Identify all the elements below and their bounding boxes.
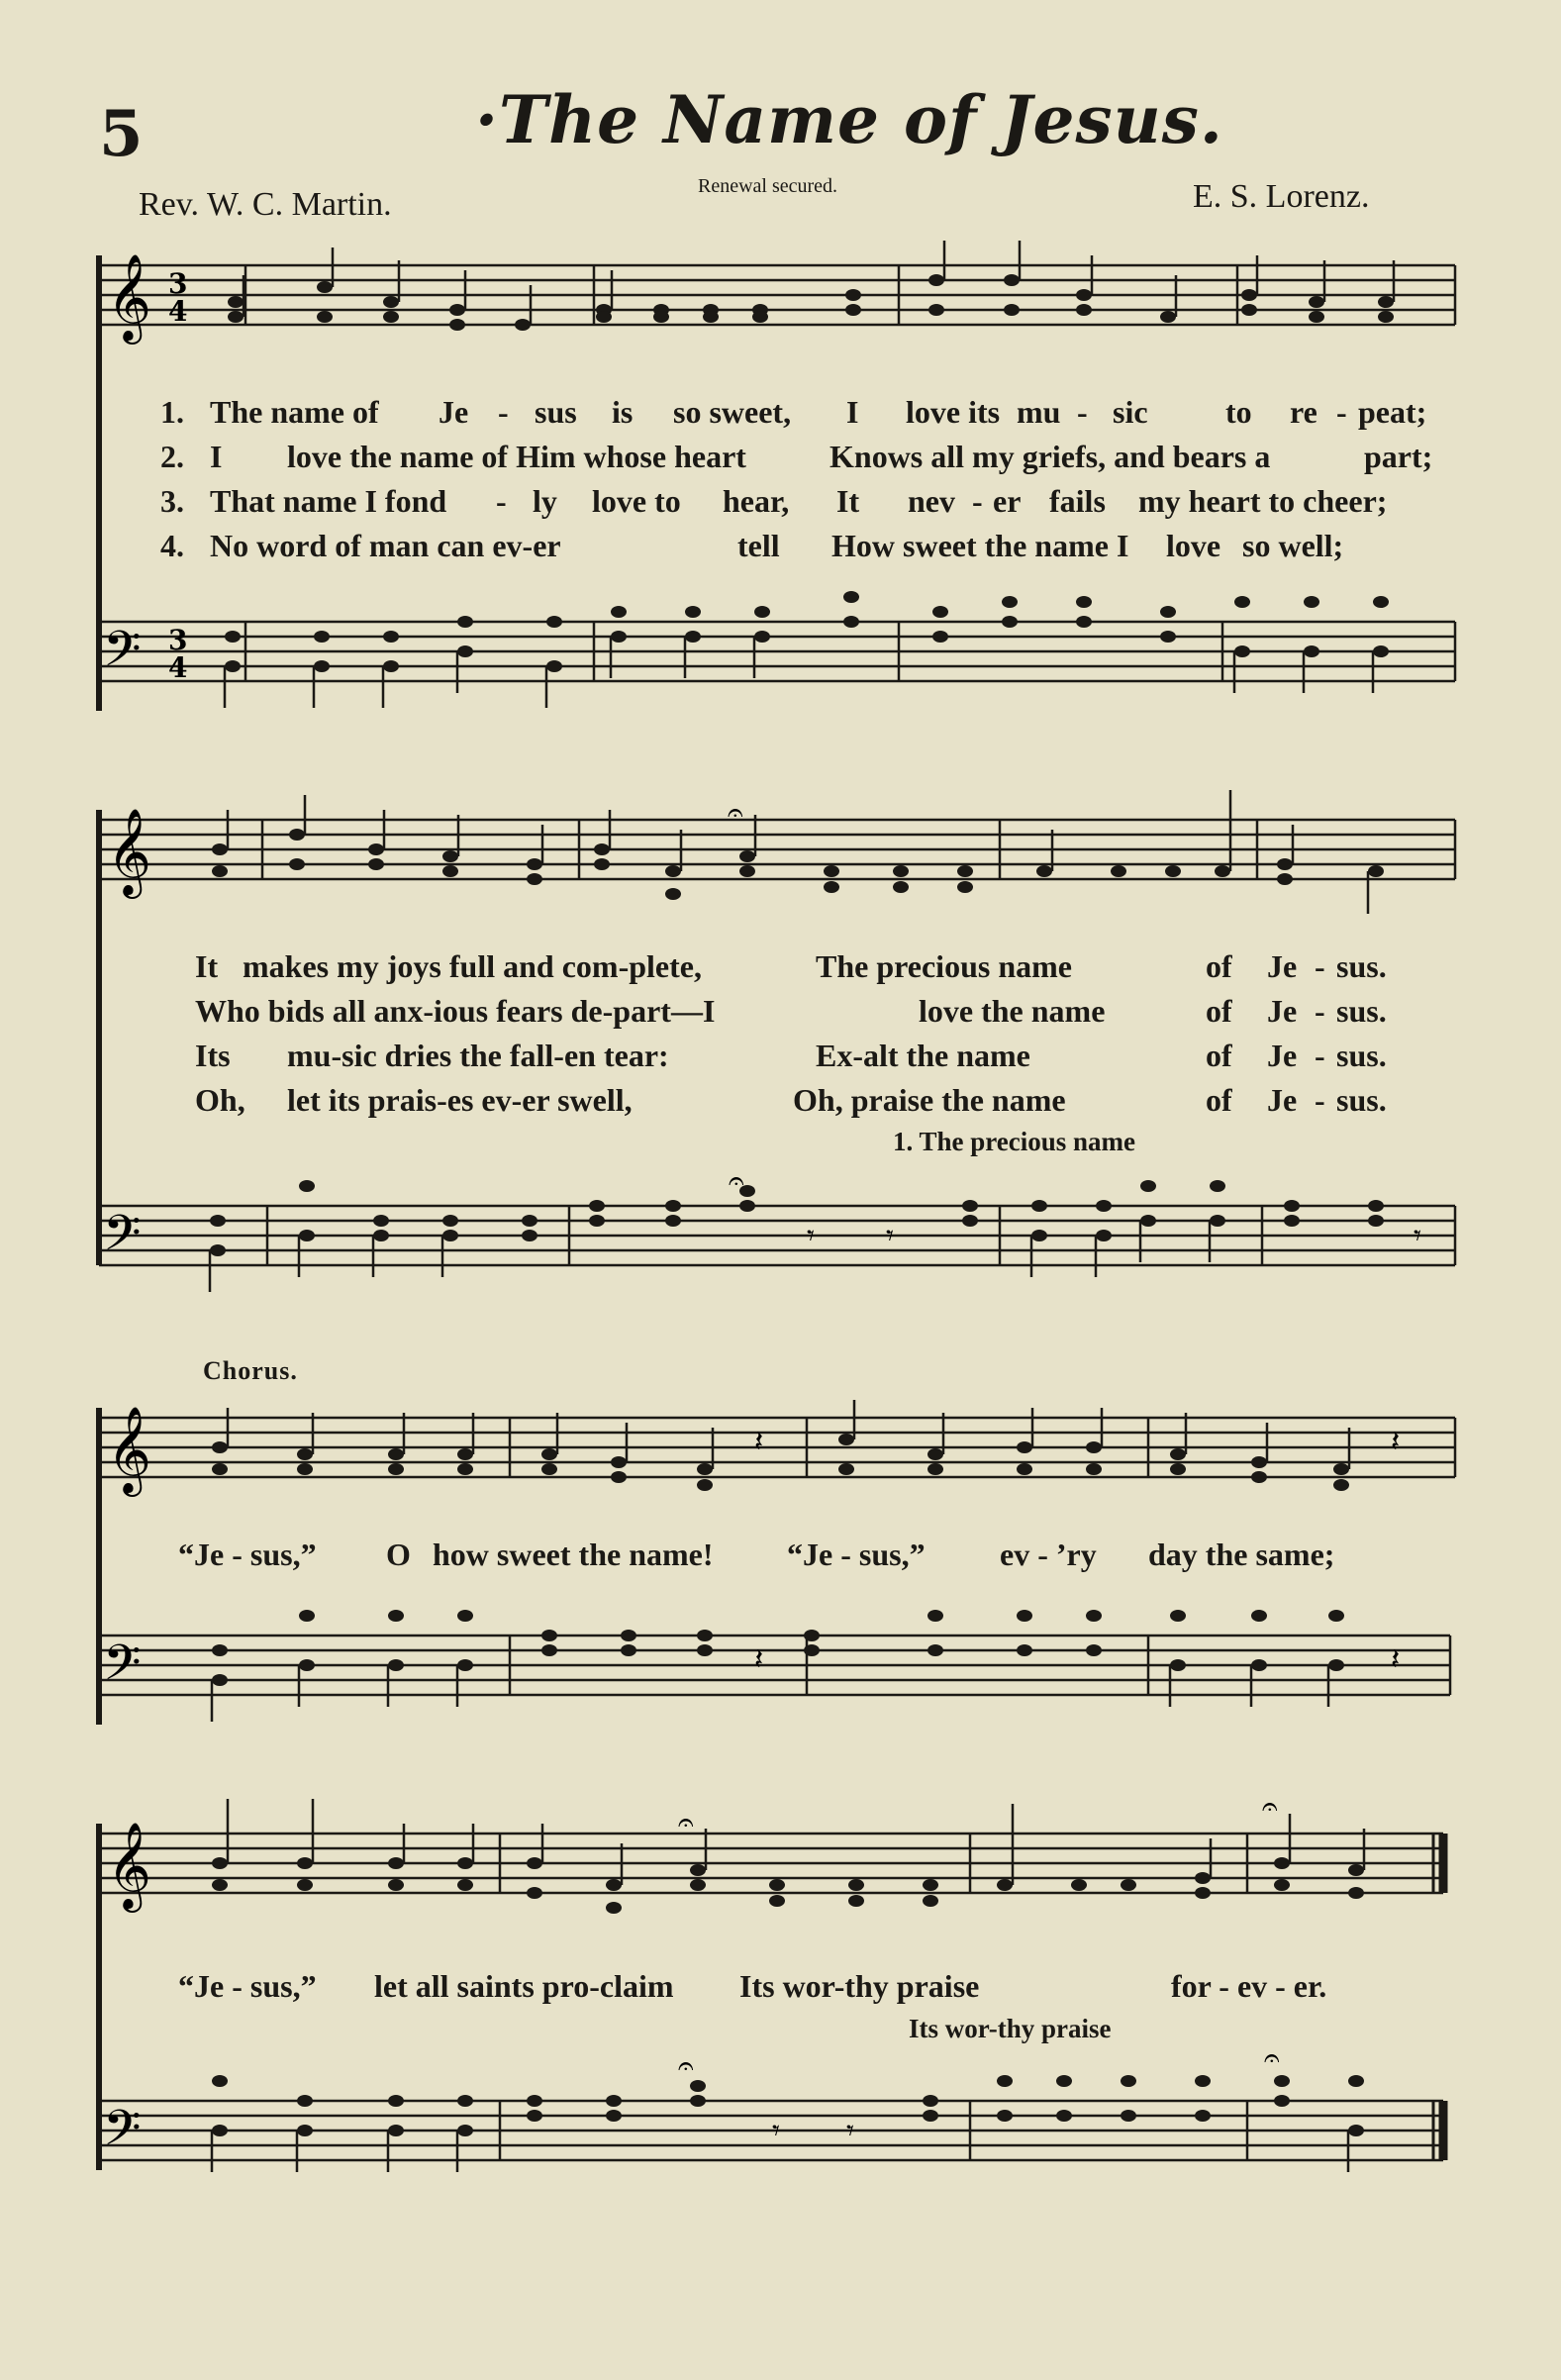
svg-text:𝄐: 𝄐 (1264, 2041, 1280, 2074)
author-credit: Rev. W. C. Martin. (139, 186, 392, 223)
echo-line-verse: 1. The precious name (893, 1127, 1136, 1156)
verse-1-line-2: It makes my joys full and com-plete, The precious name of Je - sus. (195, 948, 1387, 984)
svg-text:𝄢: 𝄢 (103, 2100, 142, 2169)
system-1-bass-staff (0, 612, 1561, 721)
verse-4-line-2: Oh, let its prais-es ev-er swell, Oh, praise the name of Je - sus. (195, 1082, 1387, 1118)
svg-text:𝄽: 𝄽 (754, 1642, 764, 1677)
svg-text:𝄐: 𝄐 (1262, 1790, 1278, 1823)
system-1-treble-staff (0, 252, 1561, 384)
svg-text:𝄽: 𝄽 (1391, 1642, 1401, 1677)
svg-text:𝄽: 𝄽 (754, 1425, 764, 1459)
svg-text:𝄾: 𝄾 (886, 1219, 894, 1253)
verse-3-line-1: 3. That name I fond - ly love to hear, It nev - er fails my heart to cheer; (160, 483, 1388, 519)
verse-1-line-1: 1. The name of Je - sus is so sweet, I love its mu - sic to re - peat; (160, 394, 1427, 430)
time-signature-top: 3 (168, 267, 188, 300)
system-2-bass-staff (0, 1164, 1561, 1305)
hymn-title: ·The Name of Jesus. (475, 81, 1223, 158)
copyright-notice: Renewal secured. (698, 175, 838, 197)
chorus-system-2-bass-staff (0, 2041, 1561, 2200)
verse-2-line-2: Who bids all anx-ious fears de-part—I love the name of Je - sus. (195, 993, 1387, 1029)
chorus-system-1-bass-staff (0, 1626, 1561, 1735)
chorus-system-2-treble-staff (0, 1790, 1561, 1933)
fermata-icon: 𝄐 (728, 796, 743, 829)
verse-4-line-1: 4. No word of man can ev-er tell How sweet the name I love so well; (160, 528, 1344, 563)
svg-text:𝄾: 𝄾 (846, 2114, 854, 2148)
chorus-label: Chorus. (203, 1356, 298, 1385)
time-signature-bottom: 4 (168, 295, 188, 328)
svg-text:3: 3 (168, 624, 188, 656)
system-2-treble-staff (0, 796, 1561, 939)
chorus-line-1: “Je - sus,” O how sweet the name! “Je - sus,” ev - ’ry day the same; (178, 1537, 1335, 1572)
verse-2-line-1: 2. I love the name of Him whose heart Knows all my griefs, and bears a part; (160, 439, 1433, 474)
svg-text:𝄢: 𝄢 (103, 1635, 142, 1704)
svg-text:𝄾: 𝄾 (807, 1219, 815, 1253)
treble-clef-icon: 𝄞 (107, 252, 151, 341)
svg-text:𝄐: 𝄐 (729, 1164, 744, 1197)
svg-text:𝄞: 𝄞 (107, 807, 151, 895)
verse-3-line-2: Its mu-sic dries the fall-en tear: Ex-alt the name of Je - sus. (195, 1038, 1387, 1073)
svg-text:𝄞: 𝄞 (107, 1405, 151, 1493)
svg-text:𝄐: 𝄐 (678, 2049, 694, 2082)
svg-text:𝄢: 𝄢 (103, 1205, 142, 1274)
chorus-line-2: “Je - sus,” let all saints pro-claim Its wor-thy praise for - ev - er. (178, 1968, 1327, 2004)
composer-credit: E. S. Lorenz. (1193, 178, 1370, 215)
svg-text:𝄾: 𝄾 (772, 2114, 780, 2148)
svg-text:4: 4 (168, 651, 188, 684)
svg-text:𝄽: 𝄽 (1391, 1425, 1401, 1459)
echo-line-chorus: Its wor-thy praise (909, 2014, 1112, 2043)
bass-clef-icon: 𝄢 (103, 621, 142, 690)
hymn-number: 5 (99, 97, 144, 171)
chorus-system-1-treble-staff (0, 1405, 1561, 1517)
svg-text:𝄾: 𝄾 (1414, 1219, 1421, 1253)
svg-text:𝄞: 𝄞 (107, 1821, 151, 1909)
svg-text:𝄐: 𝄐 (678, 1806, 694, 1838)
